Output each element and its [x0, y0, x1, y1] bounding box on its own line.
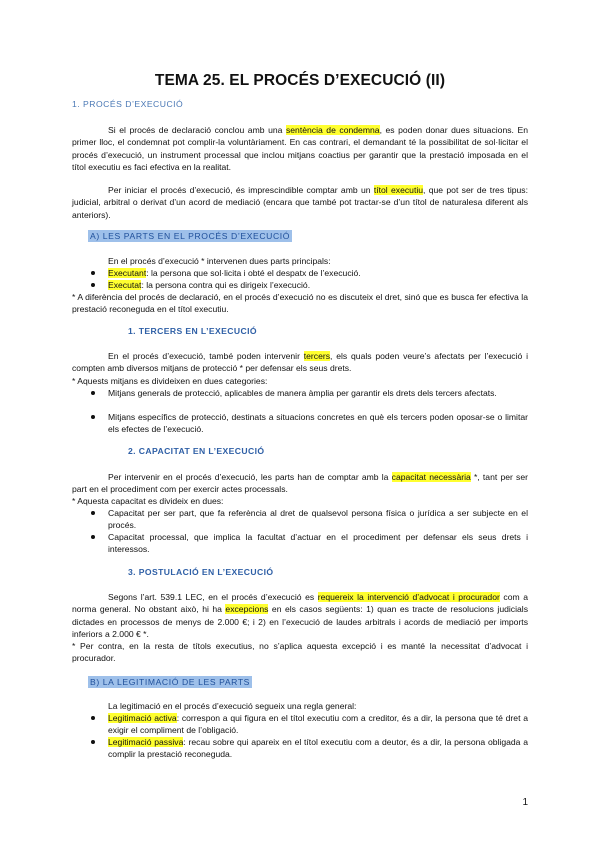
paragraph-tercers: En el procés d’execució, també poden intervenir tercers, els quals poden veure’s afectats per l’execució i compten amb diversos mitjans de protecció * per defensar els seus drets.: [72, 351, 529, 374]
paragraph-capacitat: Per intervenir en el procés d’execució, les parts han de comptar amb la capacitat necessària *, tant per ser part en el procediment com per exercir actes processals.: [72, 472, 528, 495]
highlight-capacitat-necessaria: capacitat necessària: [391, 472, 471, 482]
section-heading-legitimacio: B) LA LEGITIMACIÓ DE LES PARTS: [90, 677, 250, 687]
tercers-note: * Aquests mitjans es divideixen en dues categories:: [72, 376, 268, 386]
bullet-icon: [91, 283, 95, 287]
highlight-tercers: tercers: [303, 351, 331, 361]
parts-intro: En el procés d’execució * intervenen dues parts principals:: [108, 256, 331, 266]
list-item-capacitat-ser-part: Capacitat per ser part, que fa referència al dret de qualsevol persona física o jurídica a ser subjecte en el procés.: [108, 508, 528, 531]
highlight-excepcions: excepcions: [225, 604, 269, 615]
postulacio-note: * Per contra, en la resta de títols executius, no s’aplica aquesta excepció i es manté la necessitat d’advocat i procurador.: [72, 641, 528, 664]
parts-note: * A diferència del procés de declaració, en el procés d’execució no es discuteix el dret, sinó que es busca fer efectiva la prestació reconeguda en el títol executiu.: [72, 292, 528, 315]
paragraph-intro: Si el procés de declaració conclou amb una sentència de condemna, es poden donar dues situacions. En primer lloc, el condemnat pot complir-la voluntàriament. En cas contrari, el demandant té la possibilitat de sol·licitar el procés d’execució, un instrument processal que inclou mitjans coactius per garantir que la prestació imposada en el títol executiu es faci efectiva en la realitat.: [72, 125, 528, 172]
list-item-legitimacio-activa: Legitimació activa: correspon a qui figura en el títol executiu com a creditor, és a dir, la persona que té dret a exigir el compliment de l’obligació.: [108, 713, 529, 736]
bullet-icon: [91, 716, 95, 720]
subheading-postulacio: 3. POSTULACIÓ EN L’EXECUCIÓ: [128, 567, 274, 577]
legitimacio-intro: La legitimació en el procés d’execució segueix una regla general:: [108, 701, 357, 711]
list-item-executant: Executant: la persona que sol·licita i obté el despatx de l’execució.: [108, 268, 361, 278]
document-title: TEMA 25. EL PROCÉS D’EXECUCIÓ (II): [154, 72, 446, 89]
list-item-executat: Executat: la persona contra qui es dirigeix l’execució.: [108, 280, 311, 290]
bullet-icon: [91, 535, 95, 539]
bullet-icon: [91, 511, 95, 515]
list-item-mitjans-especifics: Mitjans específics de protecció, destinats a situacions concretes en què els tercers poden oposar-se o limitar els efectes de l’execució.: [108, 412, 528, 435]
list-item-mitjans-generals: Mitjans generals de protecció, aplicables de manera àmplia per garantir els drets dels tercers afectats.: [108, 388, 497, 398]
section-heading-parts: A) LES PARTS EN EL PROCÉS D’EXECUCIÓ: [90, 231, 291, 241]
highlight-titol-executiu: títol executiu: [373, 185, 424, 195]
subheading-tercers: 1. TERCERS EN L’EXECUCIÓ: [128, 326, 257, 336]
highlight-sentencia-condemna: sentència de condemna: [285, 125, 380, 135]
bullet-icon: [91, 740, 95, 744]
highlight-advocat-procurador: requereix la intervenció d’advocat i procurador: [317, 592, 500, 602]
subheading-capacitat: 2. CAPACITAT EN L’EXECUCIÓ: [128, 446, 265, 456]
bullet-icon: [91, 271, 95, 275]
bullet-icon: [91, 391, 95, 395]
capacitat-note: * Aquesta capacitat es divideix en dues:: [72, 496, 224, 506]
paragraph-titol-executiu: Per iniciar el procés d’execució, és imprescindible comptar amb un títol executiu, que pot ser de tres tipus: judicial, arbitral o derivat d’un acord de mediació (encara que també pot tractar-se d’un títol de naturalesa diferent als anteriors).: [72, 185, 528, 220]
bullet-icon: [91, 415, 95, 419]
page-number: 1: [522, 797, 528, 808]
list-item-legitimacio-passiva: Legitimació passiva: recau sobre qui apareix en el títol executiu com a deutor, és a dir, la persona obligada a complir la prestació reconeguda.: [108, 737, 528, 760]
paragraph-postulacio: Segons l’art. 539.1 LEC, en el procés d’execució es requereix la intervenció d’advocat i procurador com a norma general. No obstant això, hi ha excepcions en els casos següents: 1) quan es tracte de resolucions judicials dictades en processos de menys de 2.000 €; i 2) en l’execució de laudes arbitrals i acords de mediació per imports inferiors a 2.000 € *.: [72, 592, 528, 639]
section-heading-proces-execucio: 1. PROCÉS D’EXECUCIÓ: [72, 99, 184, 109]
list-item-capacitat-processal: Capacitat processal, que implica la facultat d’actuar en el procediment per defensar els seus drets i interessos.: [108, 532, 528, 555]
